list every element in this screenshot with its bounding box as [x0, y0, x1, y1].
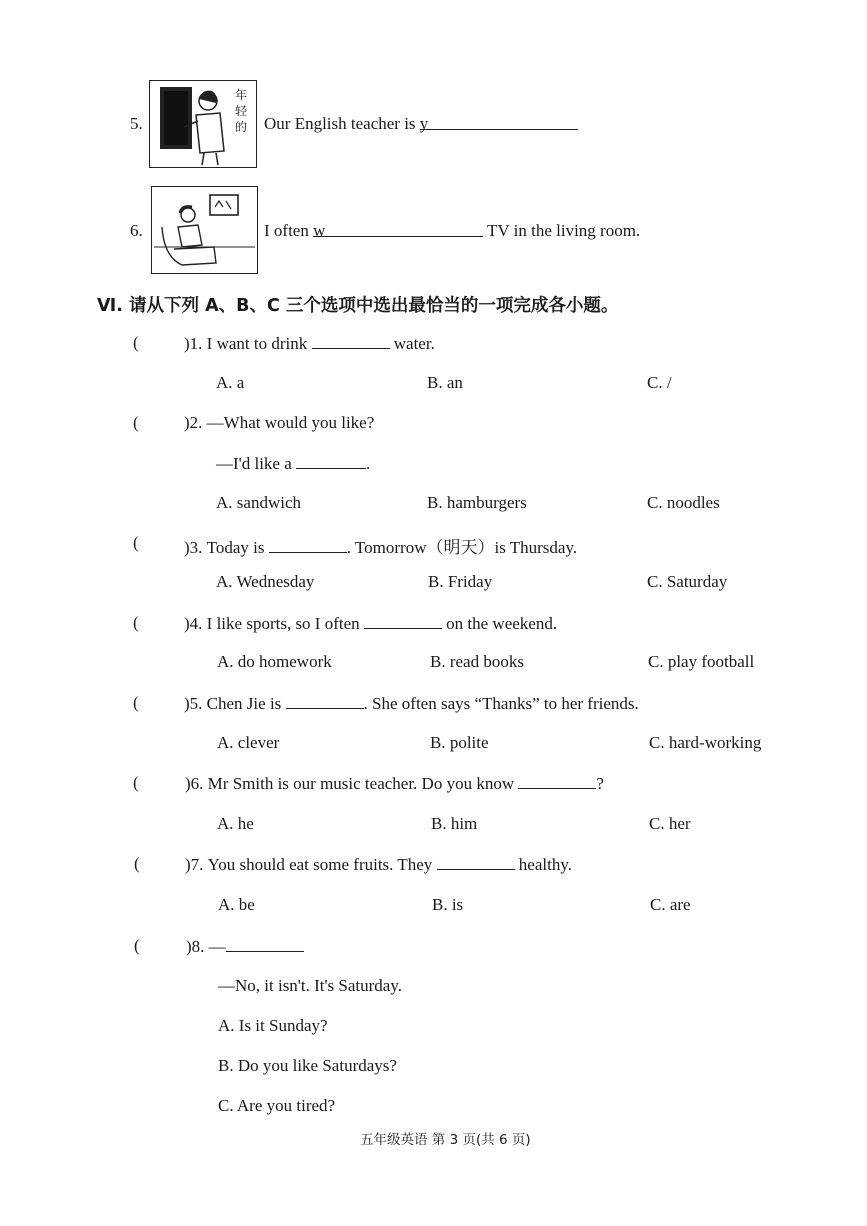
answer-paren-open: (: [133, 333, 139, 352]
option-b[interactable]: B. an: [427, 373, 463, 392]
item-sentence: [264, 114, 578, 134]
watching-tv-illustration: [152, 187, 257, 273]
question-text: —What would you like?: [206, 413, 375, 432]
answer-paren-open: (: [134, 936, 140, 955]
answer-paren-close: ): [184, 334, 190, 353]
answer-paren-close: ): [186, 937, 192, 956]
option-c[interactable]: C. her: [649, 814, 691, 833]
answer-blank[interactable]: [286, 693, 364, 709]
answer-paren-open: (: [134, 854, 140, 873]
page-footer: 五年级英语 第 3 页(共 6 页): [360, 1132, 531, 1148]
option-b[interactable]: B. is: [432, 895, 464, 914]
option-c[interactable]: C. Are you tired?: [218, 1096, 336, 1115]
answer-paren-open: (: [133, 533, 139, 552]
question-line: [186, 936, 304, 957]
question-number: 1.: [189, 334, 203, 353]
item-number: 5.: [130, 114, 143, 133]
option-c[interactable]: C. are: [650, 895, 691, 914]
sentence-text: I often: [264, 221, 314, 240]
answer-blank[interactable]: [296, 453, 366, 469]
question-number: 7.: [190, 855, 204, 874]
section-title: Ⅵ. 请从下列 A、B、C 三个选项中选出最恰当的一项完成各小题。: [97, 296, 619, 316]
question-line: [184, 413, 374, 433]
option-a[interactable]: A. he: [217, 814, 254, 833]
picture-label: 年轻的: [235, 88, 248, 134]
option-b[interactable]: B. polite: [430, 733, 489, 752]
answer-paren-open: (: [133, 693, 139, 712]
question-text: Chen Jie is: [206, 694, 286, 713]
answer-blank[interactable]: [419, 114, 578, 133]
question-text: . Tomorrow（明天）is Thursday.: [346, 538, 578, 557]
option-c[interactable]: C. hard-working: [649, 733, 762, 752]
option-a[interactable]: A. Is it Sunday?: [218, 1016, 328, 1035]
first-letter-hint: w: [313, 221, 326, 240]
question-text: on the weekend.: [441, 614, 558, 633]
answer-blank[interactable]: [269, 537, 347, 553]
answer-paren-open: (: [133, 613, 139, 632]
question-line: [184, 533, 577, 558]
answer-paren-close: ): [184, 413, 190, 432]
question-number: 4.: [189, 614, 203, 633]
answer-paren-close: ): [185, 774, 191, 793]
answer-blank[interactable]: [226, 936, 304, 952]
question-text: healthy.: [514, 855, 572, 874]
answer-blank[interactable]: [518, 773, 596, 789]
question-line: [184, 613, 557, 634]
question-line: [185, 773, 604, 794]
option-a[interactable]: A. clever: [217, 733, 280, 752]
option-a[interactable]: A. do homework: [217, 652, 332, 671]
answer-paren-open: (: [133, 773, 139, 792]
question-line: [185, 854, 572, 875]
option-c[interactable]: C. Saturday: [647, 572, 728, 591]
question-subline: [216, 453, 370, 474]
question-line: [184, 333, 435, 354]
question-text: I want to drink: [206, 334, 312, 353]
question-text: Today is: [206, 538, 269, 557]
question-text: I like sports, so I often: [206, 614, 364, 633]
question-line: [184, 693, 639, 714]
option-c[interactable]: C. /: [647, 373, 672, 392]
option-a[interactable]: A. Wednesday: [216, 572, 315, 591]
option-b[interactable]: B. hamburgers: [427, 493, 527, 512]
question-number: 6.: [190, 774, 204, 793]
tv-picture: [151, 186, 258, 274]
option-c[interactable]: C. noodles: [647, 493, 720, 512]
option-b[interactable]: B. read books: [430, 652, 524, 671]
option-b[interactable]: B. Friday: [428, 572, 493, 591]
question-number: 2.: [189, 413, 203, 432]
option-a[interactable]: A. be: [218, 895, 255, 914]
answer-blank[interactable]: [437, 854, 515, 870]
question-text: .: [366, 454, 371, 473]
question-text: . She often says “Thanks” to her friends.: [363, 694, 639, 713]
answer-paren-close: ): [184, 694, 190, 713]
question-text: You should eat some fruits. They: [207, 855, 437, 874]
answer-paren-close: ): [184, 614, 190, 633]
option-a[interactable]: A. a: [216, 373, 245, 392]
item-sentence: [264, 221, 640, 241]
option-b[interactable]: B. Do you like Saturdays?: [218, 1056, 397, 1075]
answer-blank[interactable]: [364, 613, 442, 629]
option-a[interactable]: A. sandwich: [216, 493, 301, 512]
question-text: Mr Smith is our music teacher. Do you know: [207, 774, 519, 793]
option-b[interactable]: B. him: [431, 814, 478, 833]
answer-paren-close: ): [184, 538, 190, 557]
question-number: 8.: [191, 937, 205, 956]
question-number: 3.: [189, 538, 203, 557]
answer-paren-open: (: [133, 413, 139, 432]
question-text: —: [208, 937, 226, 956]
sentence-text: TV in the living room.: [483, 221, 641, 240]
answer-blank[interactable]: [312, 333, 390, 349]
sentence-text: Our English teacher is: [264, 114, 420, 133]
first-letter-hint: y: [419, 114, 429, 133]
answer-blank[interactable]: [313, 221, 483, 240]
question-number: 5.: [189, 694, 203, 713]
question-text: ?: [596, 774, 604, 793]
answer-paren-close: ): [185, 855, 191, 874]
teacher-picture: [149, 80, 257, 168]
question-text: water.: [389, 334, 435, 353]
item-number: 6.: [130, 221, 143, 240]
question-text: —I'd like a: [216, 454, 297, 473]
option-c[interactable]: C. play football: [648, 652, 755, 671]
question-subline: —No, it isn't. It's Saturday.: [218, 976, 402, 995]
